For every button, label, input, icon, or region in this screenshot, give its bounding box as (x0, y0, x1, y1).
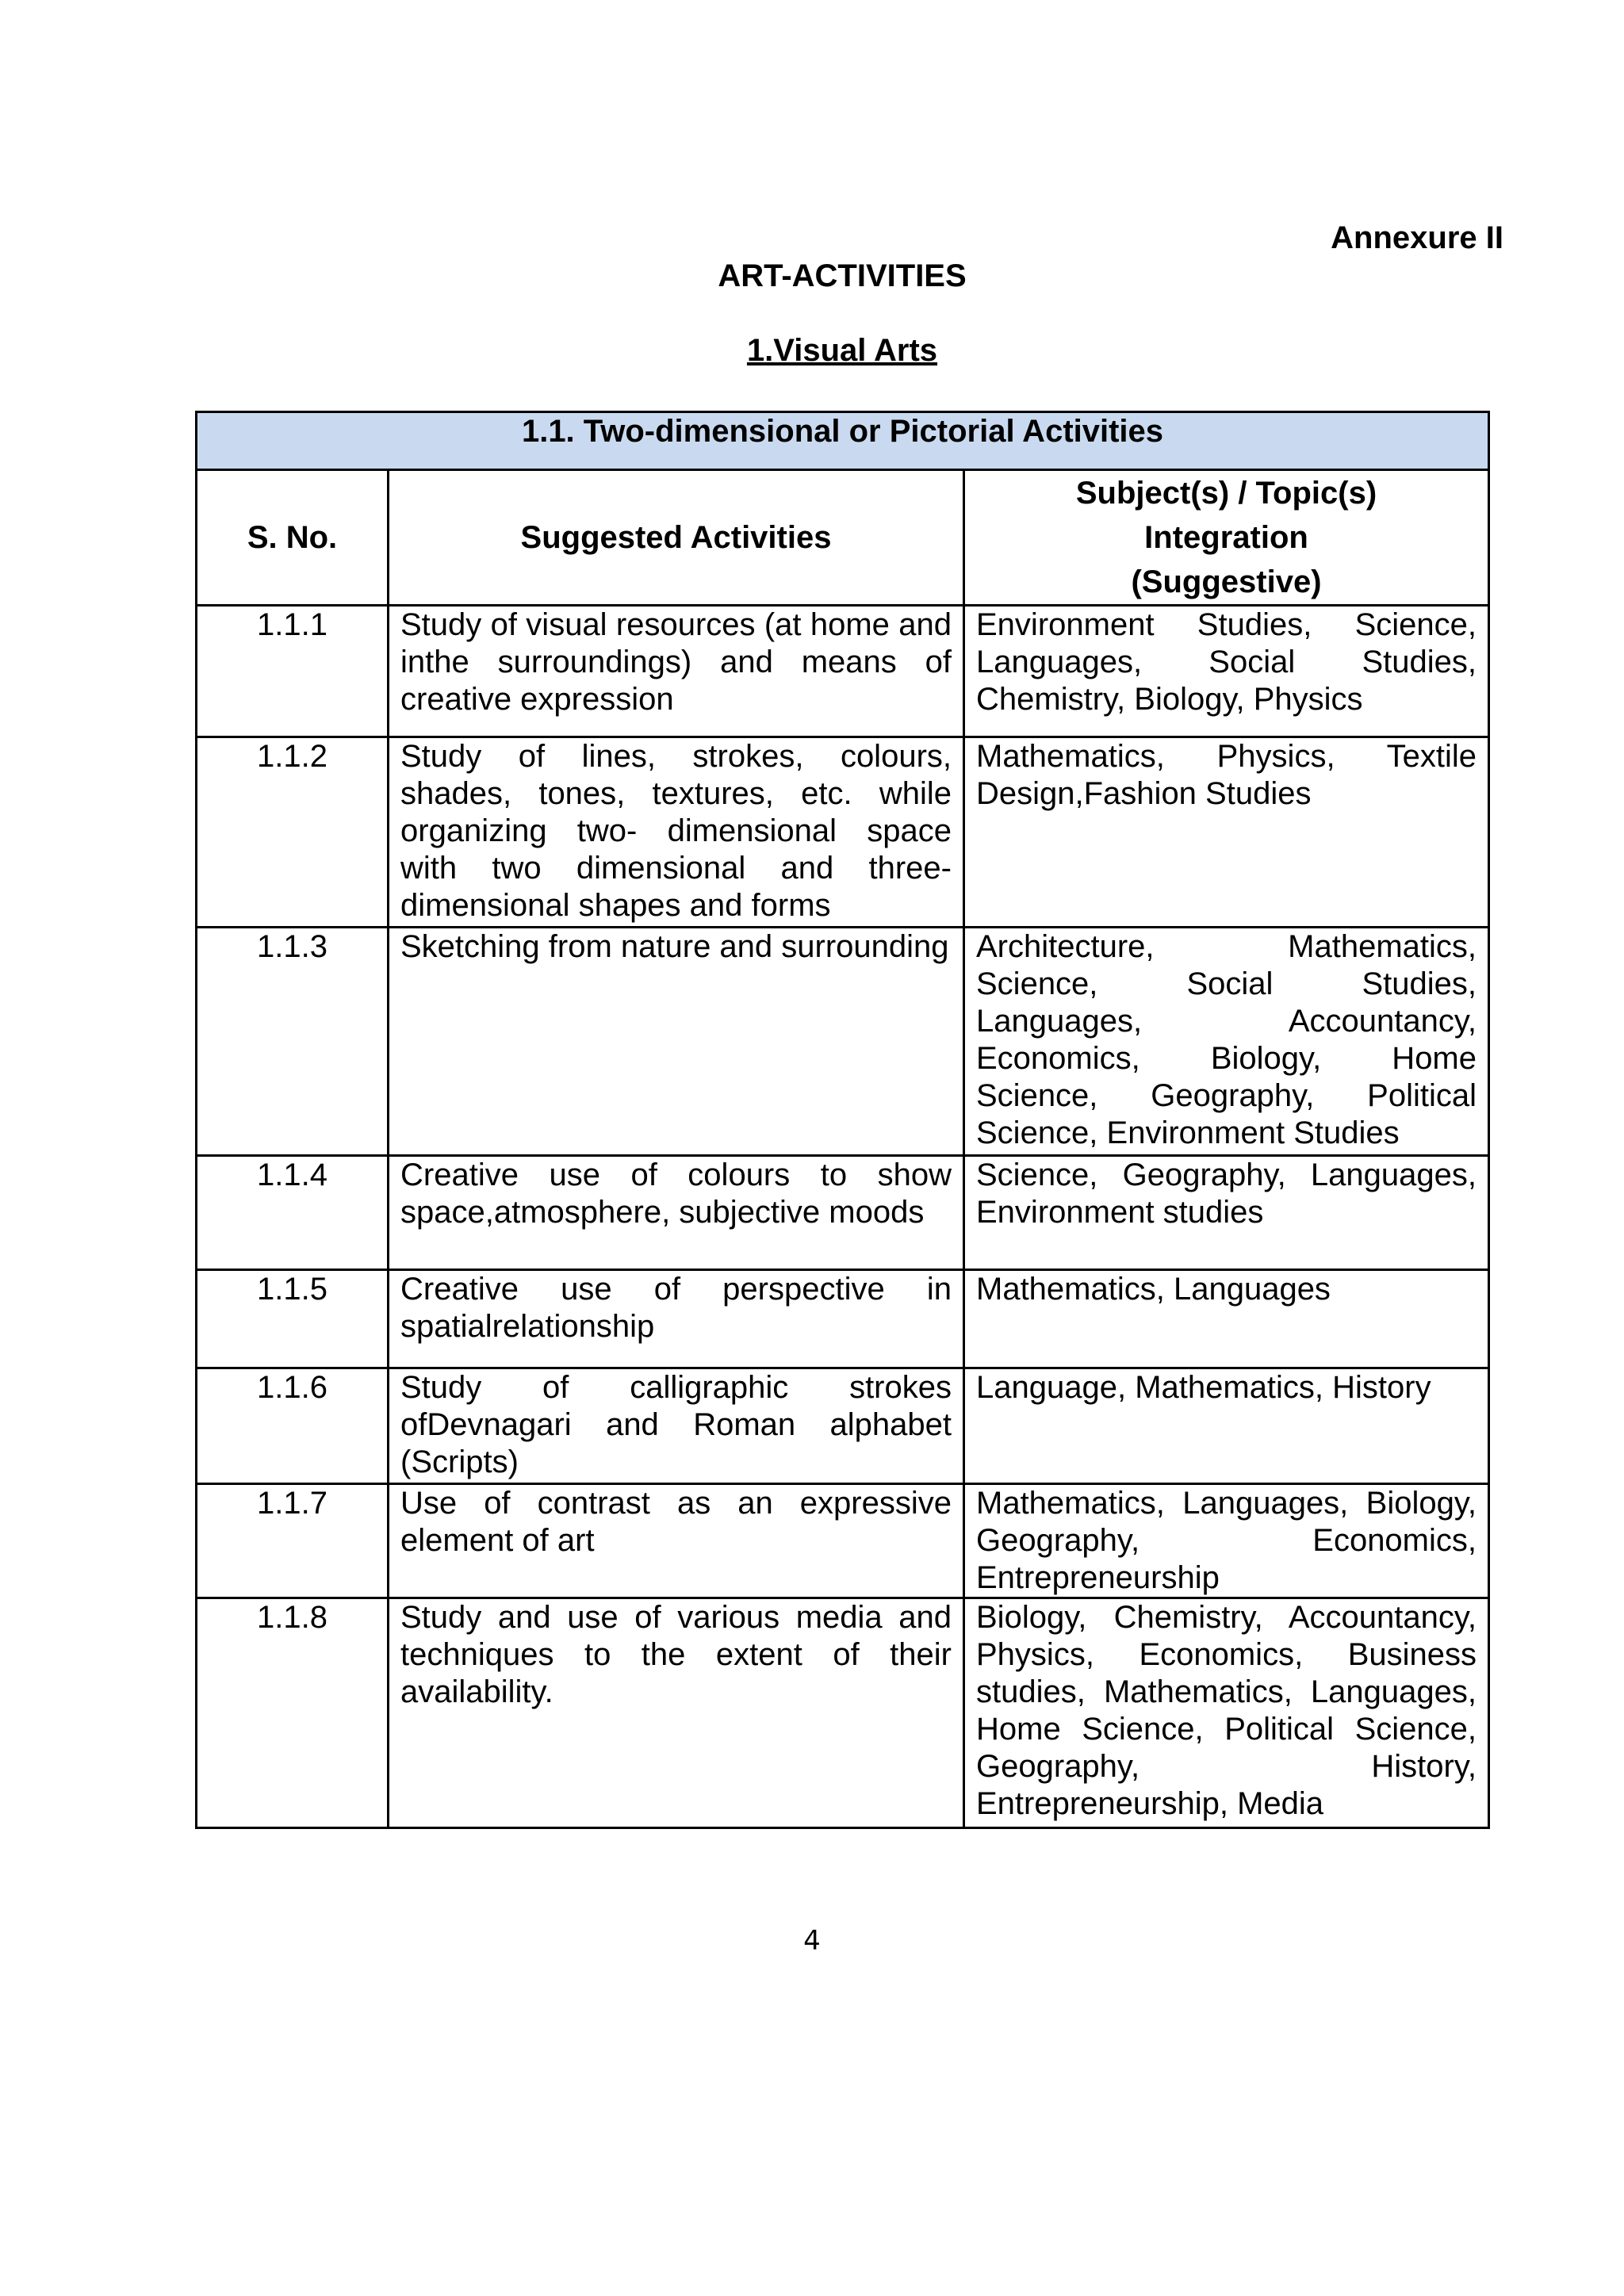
column-header-sno: S. No. (197, 470, 389, 606)
row-sno: 1.1.2 (197, 737, 389, 928)
row-activity: Creative use of colours to show space,atmosphere, subjective moods (389, 1156, 964, 1270)
page-title: ART-ACTIVITIES (718, 258, 967, 293)
row-subjects: Language, Mathematics, History (964, 1368, 1489, 1484)
row-subjects: Biology, Chemistry, Accountancy, Physics, Economics, Business studies, Mathematics, Languages, Home Science, Political Science, Geography, History, Entrepreneurship, Media (964, 1598, 1489, 1828)
table-row (197, 1598, 1489, 1828)
section-heading: 1.Visual Arts (746, 333, 938, 368)
column-header-activities: Suggested Activities (389, 470, 964, 606)
table-section-row (197, 412, 1489, 470)
table-row (197, 1270, 1489, 1368)
row-sno: 1.1.7 (197, 1484, 389, 1598)
row-activity: Study of visual resources (at home and inthe surroundings) and means of creative expression (389, 606, 964, 737)
table-row (197, 1484, 1489, 1598)
column-header-subjects (964, 470, 1489, 606)
row-sno: 1.1.6 (197, 1368, 389, 1484)
table-row (197, 928, 1489, 1156)
row-sno: 1.1.4 (197, 1156, 389, 1270)
table-row (197, 737, 1489, 928)
column-header-subjects-line1: Subject(s) / Topic(s) (1075, 476, 1377, 511)
row-activity: Study of lines, strokes, colours, shades, tones, textures, etc. while organizing two- dimensional space with two dimensional and three-dimensional shapes and forms (389, 737, 964, 928)
row-sno: 1.1.1 (197, 606, 389, 737)
row-sno: 1.1.5 (197, 1270, 389, 1368)
row-sno: 1.1.8 (197, 1598, 389, 1828)
table-row (197, 1156, 1489, 1270)
row-activity: Study of calligraphic strokes ofDevnagari and Roman alphabet (Scripts) (389, 1368, 964, 1484)
row-subjects: Mathematics, Physics, Textile Design,Fashion Studies (964, 737, 1489, 928)
row-subjects: Mathematics, Languages, Biology, Geography, Economics, Entrepreneurship (964, 1484, 1489, 1598)
table-header-row (197, 470, 1489, 606)
table-section-title: 1.1. Two-dimensional or Pictorial Activities (197, 412, 1489, 470)
row-subjects: Environment Studies, Science, Languages, Social Studies, Chemistry, Biology, Physics (964, 606, 1489, 737)
row-subjects: Architecture, Mathematics, Science, Social Studies, Languages, Accountancy, Economics, Biology, Home Science, Geography, Political Science, Environment Studies (964, 928, 1489, 1156)
page-number: 4 (803, 1925, 821, 1957)
column-header-subjects-line3: (Suggestive) (1131, 564, 1322, 599)
row-subjects: Mathematics, Languages (964, 1270, 1489, 1368)
row-activity: Creative use of perspective in spatialrelationship (389, 1270, 964, 1368)
column-header-subjects-line2: Integration (1144, 520, 1308, 555)
row-activity: Sketching from nature and surrounding (389, 928, 964, 1156)
row-subjects: Science, Geography, Languages, Environment studies (964, 1156, 1489, 1270)
row-activity: Use of contrast as an expressive element of art (389, 1484, 964, 1598)
table-row (197, 606, 1489, 737)
table-row (197, 1368, 1489, 1484)
annexure-label: Annexure II (1331, 220, 1503, 255)
row-sno: 1.1.3 (197, 928, 389, 1156)
row-activity: Study and use of various media and techniques to the extent of their availability. (389, 1598, 964, 1828)
activities-table (195, 411, 1490, 1829)
